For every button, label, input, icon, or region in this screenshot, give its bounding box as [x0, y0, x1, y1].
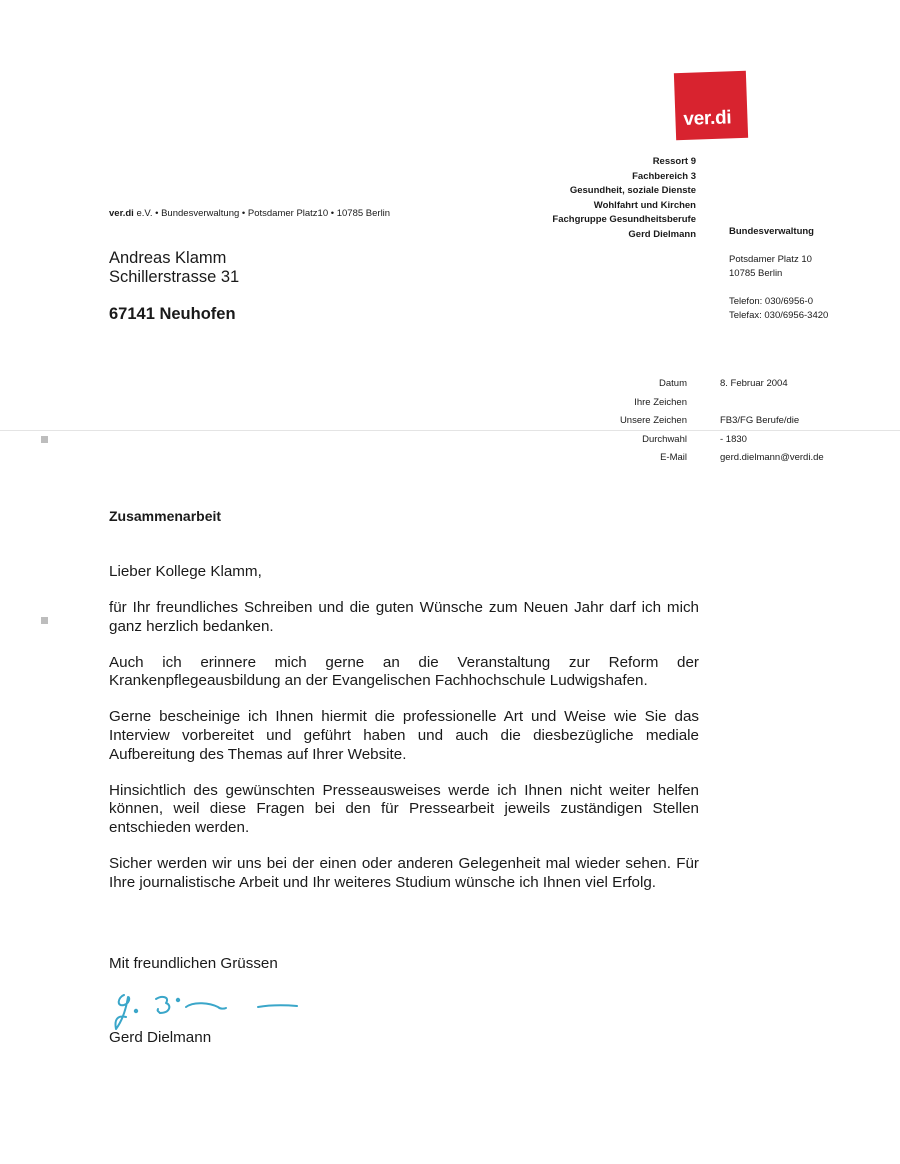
reference-row — [560, 378, 824, 397]
letter-subject: Zusammenarbeit — [109, 508, 222, 524]
letter-paragraph: Auch ich erinnere mich gerne an die Veranstaltung zur Reform der Krankenpflegeausbildung an der Evangelischen Fachhochschule Ludwigshafen. — [109, 653, 699, 690]
letter-paragraph: für Ihr freundliches Schreiben und die guten Wünsche zum Neuen Jahr darf ich mich ganz herzlich bedanken. — [109, 599, 699, 635]
reference-block — [560, 378, 824, 471]
sender-org: ver.di — [109, 208, 134, 219]
reference-value: FB3/FG Berufe/die — [720, 415, 800, 426]
sidebar-street: Potsdamer Platz 10 — [729, 254, 812, 265]
letter-paragraph: Gerne bescheinige ich Ihnen hiermit die professionelle Art und Weise wie Sie das Interview vorbereitet und geführt haben und auch die diesbezügliche mediale Aufbereitung des Themas auf Ihrer Website. — [109, 708, 699, 763]
reference-value: 8. Februar 2004 — [720, 378, 788, 389]
recipient-name: Andreas Klamm — [109, 249, 227, 267]
letter-paragraph: Lieber Kollege Klamm, — [109, 563, 262, 580]
sender-rest: e.V. • Bundesverwaltung • Potsdamer Platz10 • 10785 Berlin — [133, 208, 391, 219]
reference-label: Unsere Zeichen — [619, 415, 687, 426]
recipient-street: Schillerstrasse 31 — [109, 267, 240, 286]
ressort-line: Fachgruppe Gesundheitsberufe — [552, 214, 696, 225]
reference-row — [560, 397, 824, 416]
sidebar-city: 10785 Berlin — [729, 268, 783, 279]
handwritten-signature — [100, 985, 310, 1035]
sidebar-contact — [729, 225, 828, 323]
reference-row — [560, 434, 824, 453]
ressort-line: Gesundheit, soziale Dienste — [569, 185, 696, 196]
sender-line — [109, 208, 390, 219]
scan-speck — [41, 617, 48, 624]
reference-label: Durchwahl — [642, 433, 687, 445]
reference-value: gerd.dielmann@verdi.de — [720, 452, 824, 463]
recipient-address — [109, 249, 239, 286]
ressort-line: Wohlfahrt und Kirchen — [593, 199, 696, 211]
closing-line: Mit freundlichen Grüssen — [109, 955, 278, 972]
recipient-city: 67141 Neuhofen — [109, 305, 236, 323]
reference-value: - 1830 — [720, 433, 747, 445]
reference-row — [560, 452, 824, 471]
letter-paragraph: Hinsichtlich des gewünschten Presseausweises werde ich Ihnen nicht weiter helfen können, weil diese Fragen bei den für Pressearbeit jeweils zuständigen Stellen entschieden werden. — [109, 781, 699, 836]
ressort-line: Ressort 9 — [652, 156, 696, 167]
sidebar-fax: Telefax: 030/6956-3420 — [729, 310, 829, 321]
reference-label: Ihre Zeichen — [634, 396, 687, 408]
scan-speck — [41, 436, 48, 443]
sidebar-phone: Telefon: 030/6956-0 — [729, 296, 813, 307]
verdi-logo — [674, 71, 748, 140]
ressort-line: Fachbereich 3 — [632, 170, 696, 182]
letter-paragraph: Sicher werden wir uns bei der einen oder anderen Gelegenheit mal wieder sehen. Für Ihre journalistische Arbeit und Ihr weiteres Studium wünsche ich Ihnen viel Erfolg. — [109, 855, 699, 891]
reference-label: E-Mail — [660, 452, 687, 463]
department-block — [552, 155, 696, 242]
ressort-line: Gerd Dielmann — [628, 228, 696, 240]
signer-name: Gerd Dielmann — [109, 1029, 212, 1046]
logo-text: ver.di — [683, 107, 732, 130]
reference-row — [560, 415, 824, 434]
reference-label: Datum — [659, 378, 687, 389]
letter-body — [109, 563, 699, 910]
sidebar-title: Bundesverwaltung — [729, 226, 814, 237]
